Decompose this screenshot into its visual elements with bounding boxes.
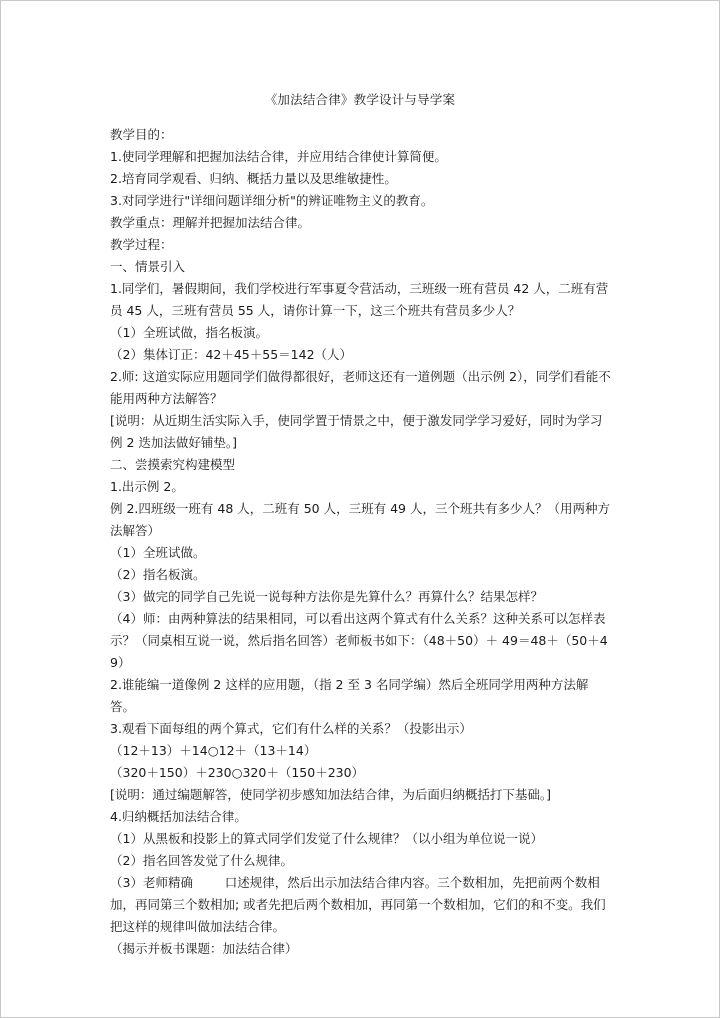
document-title: 《加法结合律》教学设计与导学案 (264, 92, 456, 107)
paragraph: 例 2.四班级一班有 48 人，二班有 50 人，三班有 49 人，三个班共有多少人？（用两种方法解答） (110, 501, 610, 538)
paragraph: （2）指名板演。 (110, 567, 206, 582)
paragraph: （1）从黑板和投影上的算式同学们发觉了什么规律？（以小组为单位说一说） (110, 831, 543, 846)
paragraph: （1）全班试做。 (110, 545, 206, 560)
paragraph: 1.同学们，暑假期间，我们学校进行军事夏令营活动，三班级一班有营员 42 人，二班有营员 45 人，三班有营员 55 人，请你计算一下，这三个班共有营员多少人？ (110, 281, 609, 318)
paragraph: （4）师：由两种算法的结果相同，可以看出这两个算式有什么关系？这种关系可以怎样表示？（同桌相互说一说，然后指名回答）老师板书如下：（48＋50）＋ 49＝48＋（50＋49） (110, 611, 608, 670)
paragraph: 2.谁能编一道像例 2 这样的应用题，（指 2 至 3 名同学编）然后全班同学用两种方法解答。 (110, 677, 589, 714)
paragraph: （3）老师精确 口述规律，然后出示加法结合律内容。三个数相加，先把前两个数相加，再同第三个数相加; 或者先把后两个数相加，再同第一个数相加，它们的和不变。我们把这样的规律叫做加法结合律。 (110, 875, 606, 934)
heading-objectives: 教学目的： (110, 127, 173, 142)
paragraph: 3.观看下面每组的两个算式，它们有什么样的关系？（投影出示） (110, 721, 472, 736)
paragraph: 4.归纳概括加法结合律。 (110, 809, 247, 824)
paragraph: （1）全班试做，指名板演。 (110, 325, 268, 340)
note: [说明：通过编题解答，使同学初步感知加法结合律，为后面归纳概括打下基础。] (110, 787, 552, 802)
section-2-heading: 二、尝摸索究构建模型 (110, 457, 236, 472)
equation: （12＋13）＋14○12＋（13＋14） (110, 743, 317, 758)
paragraph: （3）做完的同学自己先说一说每种方法你是先算什么？再算什么？结果怎样？ (110, 589, 543, 604)
paragraph: （2）指名回答发觉了什么规律。 (110, 853, 293, 868)
objective-3: 3.对同学进行"详细问题详细分析"的辨证唯物主义的教育。 (110, 193, 434, 208)
paragraph: 2.师: 这道实际应用题同学们做得都很好，老师这还有一道例题（出示例 2），同学们看能不能用两种方法解答？ (110, 369, 611, 406)
objective-2: 2.培育同学观看、归纳、概括力量以及思维敏捷性。 (110, 171, 397, 186)
section-1-heading: 一、情景引入 (110, 259, 186, 274)
heading-process: 教学过程： (110, 237, 173, 252)
key-point: 教学重点：理解并把握加法结合律。 (110, 215, 311, 230)
equation: （320＋150）＋230○320＋（150＋230） (110, 765, 365, 780)
paragraph: （2）集体订正：42＋45＋55＝142（人） (110, 347, 353, 362)
note: [说明：从近期生活实际入手，使同学置于情景之中，便于激发同学学习爱好，同时为学习例 2 迭加法做好铺垫。] (110, 413, 603, 450)
document-body (110, 124, 612, 960)
objective-1: 1.使同学理解和把握加法结合律，并应用结合律使计算简便。 (110, 149, 447, 164)
paragraph: 1.出示例 2。 (110, 479, 184, 494)
paragraph: （揭示并板书课题：加法结合律） (110, 941, 298, 956)
